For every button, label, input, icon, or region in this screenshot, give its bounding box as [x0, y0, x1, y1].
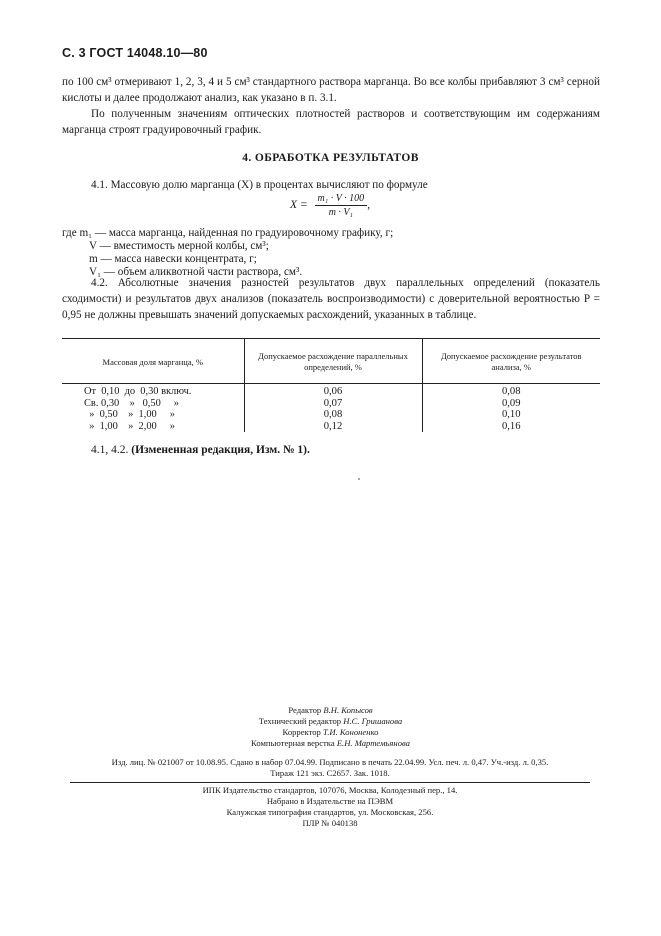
table-header-mass-fraction: Массовая доля марганца, % [62, 339, 244, 384]
imprint-divider [70, 782, 590, 783]
publisher-line: ПЛР № 040138 [302, 818, 358, 828]
table-header-analysis: Допускаемое расхождение результатов анализа, % [422, 339, 600, 384]
formula-lhs: X = [290, 199, 308, 212]
formula-numerator: m₁ · V · 100 [315, 193, 368, 206]
table-cell: 0,07 [244, 398, 422, 410]
table-cell: 0,08 [422, 384, 600, 398]
formula [290, 193, 370, 218]
paragraph-calibration-1: по 100 см³ отмеривают 1, 2, 3, 4 и 5 см³ стандартного раствора марганца. Во все колбы прибавляют 3 см³ серной кислоты и далее продолжают анализ, как указано в п. 3.1. [62, 76, 600, 104]
table-cell: Св. 0,30 » 0,50 » [84, 397, 179, 409]
table-cell: 0,10 [422, 409, 600, 421]
table-cell: 0,12 [244, 421, 422, 433]
variable-m: m — масса навески концентрата, г; [89, 253, 257, 265]
variable-v1: V₁ — объем аликвотной части раствора, см³. [89, 266, 303, 278]
imprint-line: Изд. лиц. № 021007 от 10.08.95. Сдано в набор 07.04.99. Подписано в печать 22.04.99. Усл. печ. л. 0,47. Уч.-изд. л. 0,35. [111, 757, 549, 767]
credits-block [0, 705, 661, 749]
credit-tech-editor: Технический редактор Н.С. Гришанова [258, 716, 403, 726]
variable-v: V — вместимость мерной колбы, см³; [89, 240, 269, 252]
amendment-note-prefix: 4.1, 4.2. [91, 444, 132, 456]
credit-editor: Редактор В.Н. Копысов [288, 705, 373, 715]
table-row [62, 409, 600, 421]
formula-tail: , [367, 199, 371, 212]
table-row [62, 384, 600, 398]
credit-proofreader: Корректор Т.И. Кононенко [282, 727, 379, 737]
publisher-block [70, 785, 590, 829]
table-cell: » 0,50 » 1,00 » [84, 409, 175, 420]
imprint-block [70, 757, 590, 779]
table-cell: 0,08 [244, 409, 422, 421]
table-cell: От 0,10 до 0,30 включ. [84, 386, 192, 397]
section-title: 4. ОБРАБОТКА РЕЗУЛЬТАТОВ [242, 152, 419, 164]
formula-fraction [315, 193, 371, 218]
variable-m1: где m₁ — масса марганца, найденная по градуировочному графику, г; [62, 227, 394, 239]
table-cell: » 1,00 » 2,00 » [84, 420, 175, 432]
table-row [62, 421, 600, 433]
paragraph-4-1: 4.1. Массовую долю марганца (X) в процентах вычисляют по формуле [91, 179, 428, 191]
amendment-note [91, 444, 310, 456]
table-row [62, 398, 600, 410]
paragraph-4-2: 4.2. Абсолютные значения разностей результатов двух параллельных определений (показатель сходимости) и результатов двух анализов (показатель воспроизводимости) с доверительной вероятностью P = 0,95 не должны превышать значений допускаемых расхождений, указанных в таблице. [62, 277, 600, 321]
table-cell: 0,06 [244, 384, 422, 398]
tolerance-table [62, 338, 600, 432]
table-cell: 0,09 [422, 398, 600, 410]
table-header-row [62, 339, 600, 384]
paragraph-calibration-2: По полученным значениям оптических плотностей растворов и соответствующим им содержаниям марганца строят градуировочный график. [62, 108, 600, 136]
publisher-line: ИПК Издательство стандартов, 107076, Москва, Колодезный пер., 14. [202, 785, 458, 795]
formula-denominator: m · V₁ [328, 207, 354, 218]
table-header-parallel: Допускаемое расхождение параллельных определений, % [244, 339, 422, 384]
publisher-line: Калужская типография стандартов, ул. Московская, 256. [226, 807, 434, 817]
imprint-line: Тираж 121 экз. С2657. Зак. 1018. [270, 768, 390, 778]
page-header: С. 3 ГОСТ 14048.10—80 [62, 46, 208, 60]
credit-layout: Компьютерная верстка Е.Н. Мартемьянова [251, 738, 410, 748]
table-cell: 0,16 [422, 421, 600, 433]
publisher-line: Набрано в Издательстве на ПЭВМ [266, 796, 394, 806]
scan-speck [358, 478, 360, 480]
amendment-note-bold: (Измененная редакция, Изм. № 1). [131, 444, 310, 456]
variable-list [62, 227, 393, 279]
